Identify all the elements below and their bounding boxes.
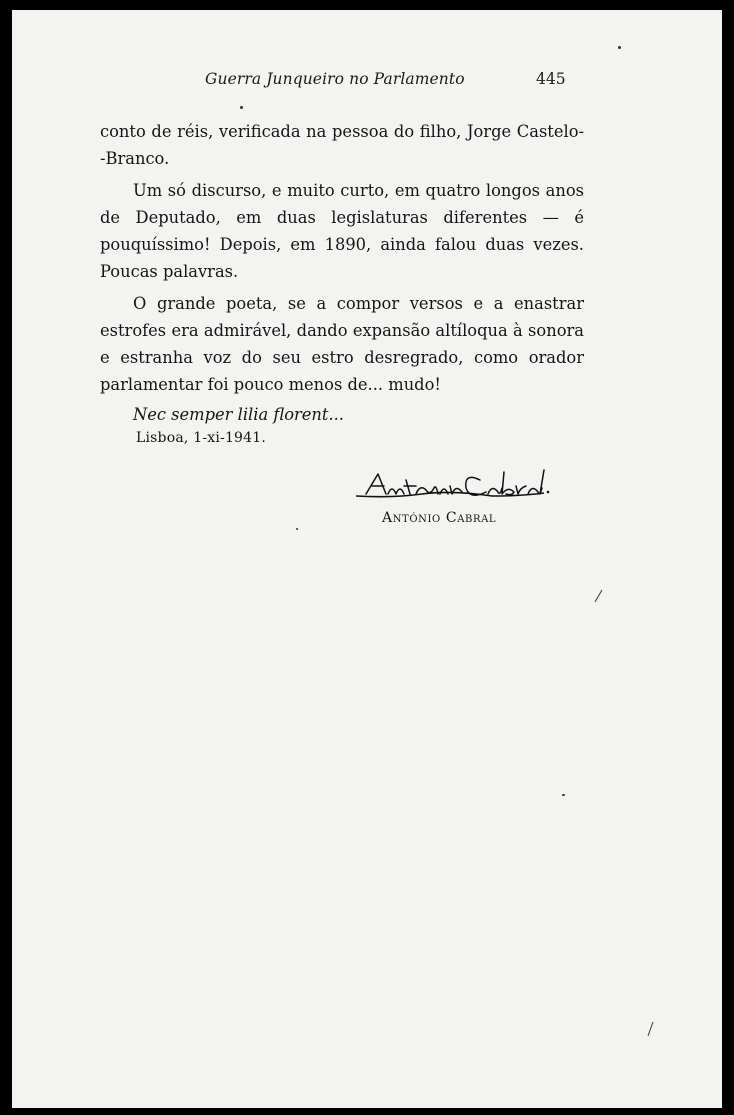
speck-mark [618,46,621,49]
page-number: 445 [536,70,566,88]
paragraph-poet: O grande poeta, se a compor versos e a enastrar estrofes era admirável, dando expansão altíloqua à sonora e estranha voz do seu estro desregrado, como orador parlamentar foi pouco menos de... mudo! [100,294,584,394]
paragraph-continuation: conto de réis, verificada na pessoa do filho, Jorge Castelo--Branco. [100,122,584,168]
handwritten-signature [352,466,552,508]
running-header [12,70,722,92]
stray-mark [592,588,604,604]
book-page [12,10,722,1108]
latin-quote: Nec semper lilia florent... [133,405,344,424]
running-title: Guerra Junqueiro no Parlamento [205,70,465,88]
stray-mark [644,1020,656,1038]
speck-mark [240,106,243,109]
body-text [100,118,584,428]
signer-name: António Cabral [382,510,497,526]
speck-mark [296,528,298,530]
place-date: Lisboa, 1-xi-1941. [136,430,267,446]
paragraph-speech: Um só discurso, e muito curto, em quatro longos anos de Deputado, em duas legislaturas diferentes — é pouquíssimo! Depois, em 1890, ainda falou duas vezes. Poucas palavras. [100,181,584,281]
speck-mark [562,794,565,796]
